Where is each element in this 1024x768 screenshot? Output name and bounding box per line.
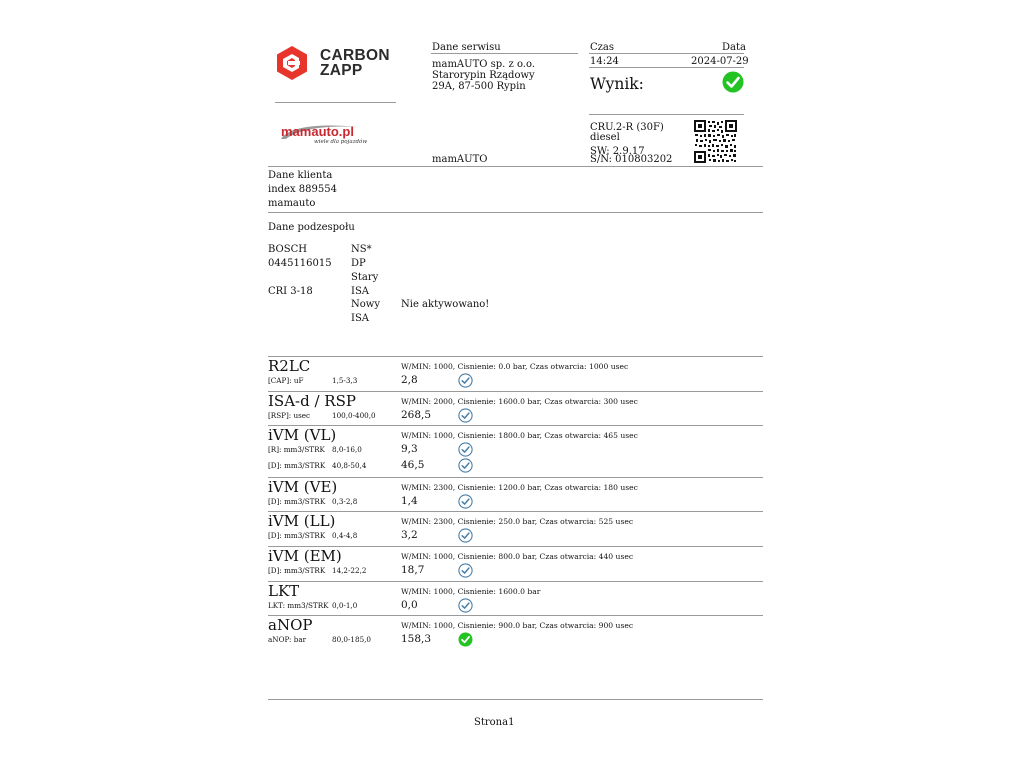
service-address1: Starorypin Rządowy (432, 70, 535, 81)
check-icon (458, 598, 473, 613)
service-short-name: mamAUTO (432, 154, 488, 165)
data-value: 2024-07-29 (691, 56, 749, 67)
test-row-range: 0,3-2,8 (332, 497, 358, 506)
test-row-value: 158,3 (401, 633, 432, 645)
component-part-number: 0445116015 (268, 258, 332, 269)
service-header: Dane serwisu (432, 42, 501, 53)
component-dp-label: DP (351, 258, 366, 269)
czas-value: 14:24 (590, 56, 619, 67)
test-row-value: 268,5 (401, 409, 432, 421)
component-stary-label: Stary (351, 272, 379, 283)
test-divider (268, 477, 763, 478)
test-divider (268, 581, 763, 582)
device-fuel: diesel (590, 132, 620, 143)
test-row-range: 40,8-50,4 (332, 461, 367, 470)
time-header-line (589, 53, 744, 54)
test-row-range: 1,5-3,3 (332, 376, 358, 385)
footer-divider (268, 699, 763, 700)
component-nowy-label: Nowy (351, 299, 380, 310)
check-icon (458, 528, 473, 543)
test-divider (268, 511, 763, 512)
test-row-label: [D]: mm3/STRK (268, 531, 326, 540)
client-name: mamauto (268, 198, 316, 209)
component-manufacturer: BOSCH (268, 244, 307, 255)
test-row-label: [R]: mm3/STRK (268, 445, 325, 454)
mamauto-logo (278, 121, 378, 151)
test-name: iVM (LL) (268, 512, 336, 530)
test-divider (268, 425, 763, 426)
check-icon (458, 408, 473, 423)
header-divider (268, 166, 763, 167)
data-label: Data (722, 42, 746, 53)
component-isa1-label: ISA (351, 286, 370, 297)
check-icon (458, 563, 473, 578)
test-row-value: 2,8 (401, 374, 418, 386)
test-divider (268, 546, 763, 547)
qr-code (694, 120, 737, 163)
client-divider (268, 212, 763, 213)
check-icon (458, 442, 473, 457)
test-row-range: 100,0-400,0 (332, 411, 376, 420)
test-conditions: W/MIN: 1000, Cisnienie: 1600.0 bar (401, 587, 541, 596)
test-row-value: 9,3 (401, 443, 418, 455)
test-conditions: W/MIN: 2000, Cisnienie: 1600.0 bar, Czas otwarcia: 300 usec (401, 397, 638, 406)
device-sn: S/N: 010803202 (590, 154, 673, 165)
green-check-icon (458, 632, 473, 647)
test-row-value: 18,7 (401, 564, 425, 576)
check-icon (458, 494, 473, 509)
component-type: CRI 3-18 (268, 286, 313, 297)
test-row-label: [RSP]: usec (268, 411, 311, 420)
test-conditions: W/MIN: 1000, Cisnienie: 1800.0 bar, Czas otwarcia: 465 usec (401, 431, 638, 440)
client-header: Dane klienta (268, 170, 333, 181)
test-divider (268, 615, 763, 616)
qr-code-icon (694, 120, 737, 163)
test-row-value: 1,4 (401, 495, 418, 507)
component-status: Nie aktywowano! (401, 299, 490, 310)
check-icon (458, 458, 473, 473)
client-index: index 889554 (268, 184, 337, 195)
test-conditions: W/MIN: 2300, Cisnienie: 250.0 bar, Czas otwarcia: 525 usec (401, 517, 634, 526)
test-name: R2LC (268, 357, 311, 375)
service-header-line (431, 53, 578, 54)
test-name: iVM (EM) (268, 547, 342, 565)
check-icon (458, 373, 473, 388)
component-ns-label: NS* (351, 244, 372, 255)
test-row-range: 14,2-22,2 (332, 566, 367, 575)
test-row-label: [D]: mm3/STRK (268, 497, 326, 506)
result-label: Wynik: (590, 75, 644, 93)
result-line (589, 114, 744, 115)
time-value-line (589, 67, 744, 68)
result-ok-icon (722, 71, 744, 93)
logo-divider (275, 102, 396, 103)
test-conditions: W/MIN: 1000, Cisnienie: 900.0 bar, Czas otwarcia: 900 usec (401, 621, 634, 630)
test-row-range: 8,0-16,0 (332, 445, 362, 454)
test-row-label: [D]: mm3/STRK (268, 461, 326, 470)
test-name: iVM (VL) (268, 426, 337, 444)
test-row-range: 0,0-1,0 (332, 601, 358, 610)
brand-line2: ZAPP (320, 62, 363, 79)
carbon-zapp-mark-icon (274, 45, 310, 81)
component-isa2-label: ISA (351, 313, 370, 324)
device-sw: SW: 2.9.17 (590, 146, 645, 157)
test-row-value: 3,2 (401, 529, 418, 541)
brand-line1: CARBON (320, 47, 390, 64)
test-conditions: W/MIN: 1000, Cisnienie: 800.0 bar, Czas otwarcia: 440 usec (401, 552, 634, 561)
test-conditions: W/MIN: 1000, Cisnienie: 0.0 bar, Czas otwarcia: 1000 usec (401, 362, 629, 371)
device-model: CRU.2-R (30F) (590, 122, 664, 133)
test-row-range: 80,0-185,0 (332, 635, 372, 644)
component-header: Dane podzespołu (268, 222, 355, 233)
test-name: LKT (268, 582, 300, 600)
test-row-label: LKT: mm3/STRK (268, 601, 329, 610)
test-row-range: 0,4-4,8 (332, 531, 358, 540)
test-row-value: 46,5 (401, 459, 425, 471)
test-row-label: [CAP]: uF (268, 376, 304, 385)
test-divider (268, 356, 763, 357)
test-name: aNOP (268, 616, 313, 634)
test-row-value: 0,0 (401, 599, 418, 611)
service-address2: 29A, 87-500 Rypin (432, 81, 526, 92)
mamauto-logo-text: mamauto.pl (281, 124, 354, 139)
czas-label: Czas (590, 42, 615, 53)
mamauto-logo-tagline: wiele dla pojazdów (314, 139, 368, 145)
test-row-label: [D]: mm3/STRK (268, 566, 326, 575)
test-name: ISA-d / RSP (268, 392, 356, 410)
test-name: iVM (VE) (268, 478, 338, 496)
page-number: Strona1 (474, 717, 515, 728)
carbon-zapp-logo (274, 45, 394, 81)
service-name: mamAUTO sp. z o.o. (432, 59, 536, 70)
test-conditions: W/MIN: 2300, Cisnienie: 1200.0 bar, Czas otwarcia: 180 usec (401, 483, 638, 492)
test-row-label: aNOP: bar (268, 635, 307, 644)
